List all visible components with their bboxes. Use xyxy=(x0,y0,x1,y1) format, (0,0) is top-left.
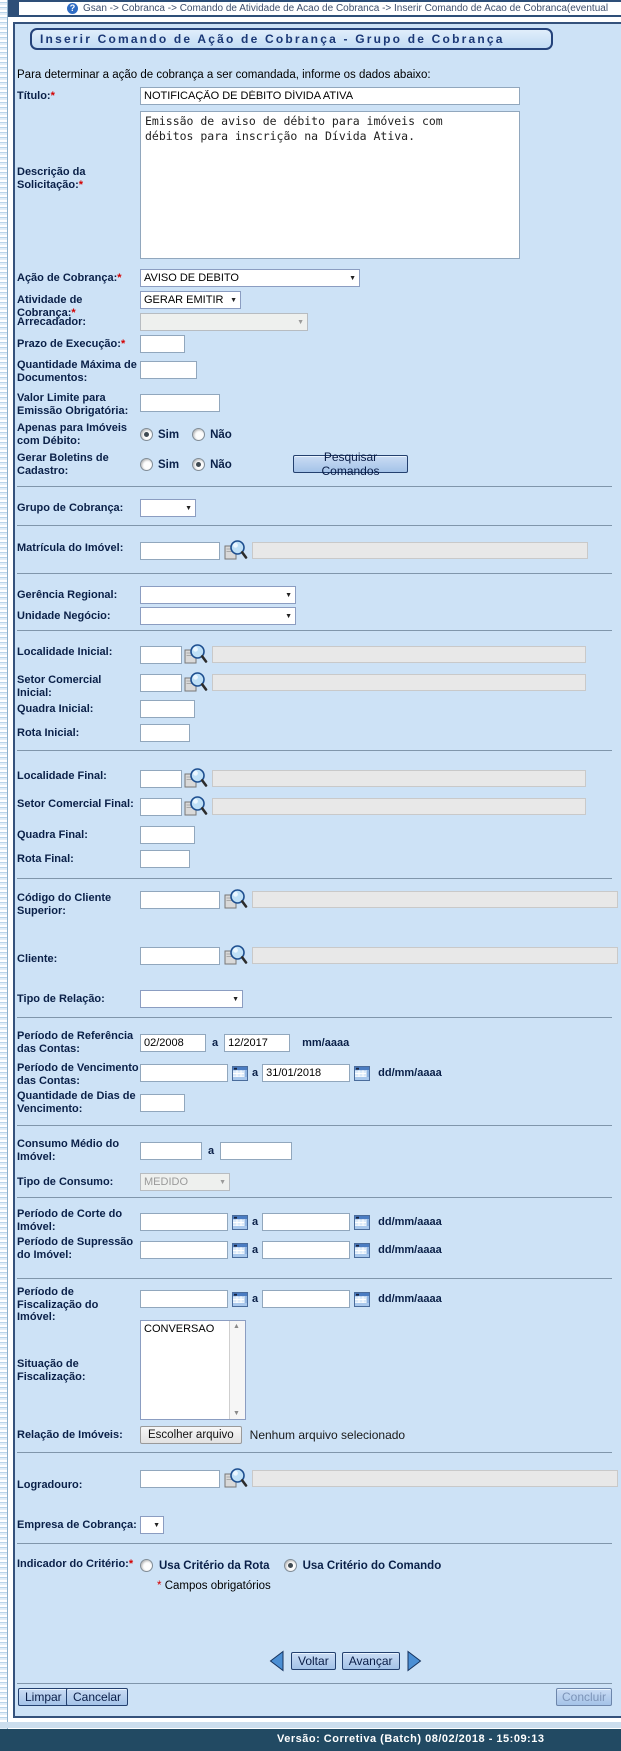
separator xyxy=(17,1543,612,1544)
periodo-referencia-to-input[interactable] xyxy=(224,1034,290,1052)
qtd-max-documentos-input[interactable] xyxy=(140,361,197,379)
calendar-icon[interactable] xyxy=(354,1292,370,1307)
setor-comercial-final-label: Setor Comercial Final: xyxy=(17,798,134,810)
setor-comercial-inicial-input[interactable] xyxy=(140,674,182,692)
setor-comercial-inicial-label: Setor Comercial Inicial: xyxy=(17,674,102,699)
range-separator: a xyxy=(252,1293,259,1305)
separator xyxy=(17,630,612,631)
periodo-vencimento-label: Período de Vencimento das Contas: xyxy=(17,1062,139,1087)
search-lookup-icon[interactable] xyxy=(184,643,208,666)
quadra-inicial-input[interactable] xyxy=(140,700,195,718)
qtd-dias-vencimento-label: Quantidade de Dias de Vencimento: xyxy=(17,1090,136,1115)
titulo-input[interactable] xyxy=(140,87,520,105)
criterio-comando-label: Usa Critério do Comando xyxy=(302,1559,442,1572)
localidade-final-label: Localidade Final: xyxy=(17,770,107,782)
calendar-icon[interactable] xyxy=(354,1215,370,1230)
limpar-button[interactable]: Limpar xyxy=(18,1688,69,1706)
range-separator: a xyxy=(252,1216,259,1228)
situacao-fiscalizacao-label: Situação de Fiscalização: xyxy=(17,1358,86,1383)
wizard-nav xyxy=(268,1650,423,1672)
format-hint: mm/aaaa xyxy=(302,1037,350,1049)
back-arrow-icon[interactable] xyxy=(268,1650,285,1672)
list-item[interactable]: CONVERSAO xyxy=(144,1323,215,1335)
qtd-dias-vencimento-input[interactable] xyxy=(140,1094,185,1112)
descricao-textarea[interactable] xyxy=(140,111,520,259)
help-icon[interactable] xyxy=(67,3,78,14)
search-lookup-icon[interactable] xyxy=(224,888,248,911)
relacao-imoveis-label: Relação de Imóveis: xyxy=(17,1429,123,1441)
apenas-debito-sim-label: Sim xyxy=(158,428,180,441)
descricao-label: Descrição da Solicitação:* xyxy=(17,166,86,191)
grupo-cobranca-select[interactable] xyxy=(140,499,196,517)
localidade-final-input[interactable] xyxy=(140,770,182,788)
footer-bar xyxy=(0,1729,621,1751)
codigo-cliente-superior-input[interactable] xyxy=(140,891,220,909)
periodo-referencia-from-input[interactable] xyxy=(140,1034,206,1052)
gerar-boletins-sim-label: Sim xyxy=(158,458,180,471)
logradouro-label: Logradouro: xyxy=(17,1479,83,1491)
matricula-imovel-descricao-field xyxy=(252,542,588,559)
unidade-negocio-label: Unidade Negócio: xyxy=(17,610,111,622)
avancar-button[interactable]: Avançar xyxy=(342,1652,400,1670)
required-fields-note: * Campos obrigatórios xyxy=(157,1580,271,1592)
breadcrumb-left-cap xyxy=(8,0,19,17)
acao-cobranca-select[interactable]: AVISO DE DEBITO ▼ xyxy=(140,269,360,287)
periodo-corte-to-input[interactable] xyxy=(262,1213,350,1231)
version-text: Versão: Corretiva (Batch) 08/02/2018 - 15:09:13 xyxy=(277,1733,545,1745)
breadcrumb[interactable]: Gsan -> Cobranca -> Comando de Atividade de Acao de Cobranca -> Inserir Comando de Acao de Cobranca(eventual xyxy=(83,3,609,14)
separator xyxy=(17,1452,612,1453)
rota-inicial-label: Rota Inicial: xyxy=(17,727,80,739)
criterio-comando-radio[interactable] xyxy=(284,1559,297,1572)
separator xyxy=(17,1683,612,1684)
separator xyxy=(17,525,612,526)
situacao-fiscalizacao-listbox[interactable] xyxy=(140,1320,246,1420)
separator xyxy=(17,1125,612,1126)
indicador-criterio-label: Indicador do Critério:* xyxy=(17,1558,134,1570)
periodo-corte-from-input[interactable] xyxy=(140,1213,228,1231)
format-hint: dd/mm/aaaa xyxy=(378,1067,442,1079)
intro-text: Para determinar a ação de cobrança a ser comandada, informe os dados abaixo: xyxy=(17,69,431,81)
search-lookup-icon[interactable] xyxy=(184,767,208,790)
calendar-icon[interactable] xyxy=(232,1243,248,1258)
search-lookup-icon[interactable] xyxy=(224,539,248,562)
separator xyxy=(17,486,612,487)
consumo-medio-from-input[interactable] xyxy=(140,1142,202,1160)
separator xyxy=(17,1017,612,1018)
gerencia-regional-label: Gerência Regional: xyxy=(17,589,118,601)
grupo-cobranca-label: Grupo de Cobrança: xyxy=(17,502,124,514)
prazo-execucao-input[interactable] xyxy=(140,335,185,353)
escolher-arquivo-button[interactable]: Escolher arquivo xyxy=(140,1426,242,1444)
consumo-medio-to-input[interactable] xyxy=(220,1142,292,1160)
cancelar-button[interactable]: Cancelar xyxy=(66,1688,128,1706)
calendar-icon[interactable] xyxy=(354,1243,370,1258)
localidade-inicial-label: Localidade Inicial: xyxy=(17,646,113,658)
gerar-boletins-nao-label: Não xyxy=(210,458,232,471)
breadcrumb-bar xyxy=(19,2,621,17)
page-title-banner xyxy=(30,28,553,50)
footer-strip xyxy=(0,1722,621,1728)
qtd-max-documentos-label: Quantidade Máxima de Documentos: xyxy=(17,359,137,384)
forward-arrow-icon[interactable] xyxy=(406,1650,423,1672)
tipo-relacao-label: Tipo de Relação: xyxy=(17,993,105,1005)
gerar-boletins-nao-radio[interactable] xyxy=(192,458,205,471)
separator xyxy=(17,573,612,574)
quadra-inicial-label: Quadra Inicial: xyxy=(17,703,94,715)
empresa-cobranca-select[interactable] xyxy=(140,1516,164,1534)
setor-comercial-final-input[interactable] xyxy=(140,798,182,816)
search-lookup-icon[interactable] xyxy=(224,1467,248,1490)
unidade-negocio-select[interactable] xyxy=(140,607,296,625)
cliente-label: Cliente: xyxy=(17,953,58,965)
voltar-button[interactable]: Voltar xyxy=(291,1652,336,1670)
range-separator: a xyxy=(252,1067,259,1079)
search-lookup-icon[interactable] xyxy=(224,944,248,967)
periodo-fiscalizacao-label: Período de Fiscalização do Imóvel: xyxy=(17,1286,99,1323)
periodo-vencimento-to-input[interactable] xyxy=(262,1064,350,1082)
gerar-boletins-sim-radio[interactable] xyxy=(140,458,153,471)
tipo-relacao-select[interactable] xyxy=(140,990,243,1008)
range-separator: a xyxy=(212,1037,219,1049)
range-separator: a xyxy=(252,1244,259,1256)
apenas-imoveis-debito-label: Apenas para Imóveis com Débito: xyxy=(17,422,128,447)
prazo-execucao-label: Prazo de Execução:* xyxy=(17,338,126,350)
periodo-vencimento-from-input[interactable] xyxy=(140,1064,228,1082)
rota-inicial-input[interactable] xyxy=(140,724,190,742)
calendar-icon[interactable] xyxy=(232,1215,248,1230)
format-hint: dd/mm/aaaa xyxy=(378,1244,442,1256)
format-hint: dd/mm/aaaa xyxy=(378,1216,442,1228)
criterio-rota-label: Usa Critério da Rota xyxy=(159,1559,270,1572)
quadra-final-input[interactable] xyxy=(140,826,195,844)
search-lookup-icon[interactable] xyxy=(184,671,208,694)
quadra-final-label: Quadra Final: xyxy=(17,829,88,841)
apenas-debito-sim-radio[interactable] xyxy=(140,428,153,441)
gerar-boletins-label: Gerar Boletins de Cadastro: xyxy=(17,452,109,477)
listbox-scrollbar[interactable] xyxy=(229,1321,245,1419)
localidade-inicial-descricao-field xyxy=(212,646,586,663)
atividade-cobranca-label: Atividade de Cobrança:* xyxy=(17,294,83,319)
tipo-consumo-select: MEDIDO ▼ xyxy=(140,1173,230,1191)
apenas-debito-nao-label: Não xyxy=(210,428,232,441)
range-separator: a xyxy=(208,1145,215,1157)
atividade-cobranca-select[interactable]: GERAR EMITIR ▼ xyxy=(140,291,241,309)
cliente-input[interactable] xyxy=(140,947,220,965)
periodo-supressao-from-input[interactable] xyxy=(140,1241,228,1259)
localidade-final-descricao-field xyxy=(212,770,586,787)
separator xyxy=(17,878,612,879)
localidade-inicial-input[interactable] xyxy=(140,646,182,664)
valor-limite-label: Valor Limite para Emissão Obrigatória: xyxy=(17,392,129,417)
separator xyxy=(17,750,612,751)
setor-comercial-inicial-descricao-field xyxy=(212,674,586,691)
format-hint: dd/mm/aaaa xyxy=(378,1293,442,1305)
empresa-cobranca-label: Empresa de Cobrança: xyxy=(17,1519,137,1531)
periodo-corte-label: Período de Corte do Imóvel: xyxy=(17,1208,123,1233)
cliente-descricao-field xyxy=(252,947,618,964)
codigo-cliente-superior-descricao-field xyxy=(252,891,618,908)
valor-limite-input[interactable] xyxy=(140,394,220,412)
titulo-label: Título:* xyxy=(17,90,55,102)
consumo-medio-label: Consumo Médio do Imóvel: xyxy=(17,1138,120,1163)
periodo-fiscalizacao-to-input[interactable] xyxy=(262,1290,350,1308)
setor-comercial-final-descricao-field xyxy=(212,798,586,815)
file-status-text: Nenhum arquivo selecionado xyxy=(249,1428,406,1442)
matricula-imovel-input[interactable] xyxy=(140,542,220,560)
separator xyxy=(17,1278,612,1279)
tipo-consumo-label: Tipo de Consumo: xyxy=(17,1176,114,1188)
pesquisar-comandos-button[interactable]: Pesquisar Comandos xyxy=(293,455,408,473)
codigo-cliente-superior-label: Código do Cliente Superior: xyxy=(17,892,112,917)
acao-cobranca-label: Ação de Cobrança:* xyxy=(17,272,122,284)
calendar-icon[interactable] xyxy=(232,1066,248,1081)
rota-final-input[interactable] xyxy=(140,850,190,868)
logradouro-descricao-field xyxy=(252,1470,618,1487)
left-ribbed-border xyxy=(0,0,8,1751)
calendar-icon[interactable] xyxy=(232,1292,248,1307)
periodo-fiscalizacao-from-input[interactable] xyxy=(140,1290,228,1308)
logradouro-input[interactable] xyxy=(140,1470,220,1488)
periodo-referencia-label: Período de Referência das Contas: xyxy=(17,1030,134,1055)
arrecadador-label: Arrecadador: xyxy=(17,316,87,328)
matricula-imovel-label: Matrícula do Imóvel: xyxy=(17,542,124,554)
periodo-supressao-label: Período de Supressão do Imóvel: xyxy=(17,1236,134,1261)
gerencia-regional-select[interactable] xyxy=(140,586,296,604)
search-lookup-icon[interactable] xyxy=(184,795,208,818)
calendar-icon[interactable] xyxy=(354,1066,370,1081)
concluir-button: Concluir xyxy=(556,1688,612,1706)
rota-final-label: Rota Final: xyxy=(17,853,74,865)
criterio-rota-radio[interactable] xyxy=(140,1559,153,1572)
separator xyxy=(17,1197,612,1198)
arrecadador-select xyxy=(140,313,308,331)
apenas-debito-nao-radio[interactable] xyxy=(192,428,205,441)
page-title: Inserir Comando de Ação de Cobrança - Grupo de Cobrança xyxy=(40,32,505,46)
periodo-supressao-to-input[interactable] xyxy=(262,1241,350,1259)
